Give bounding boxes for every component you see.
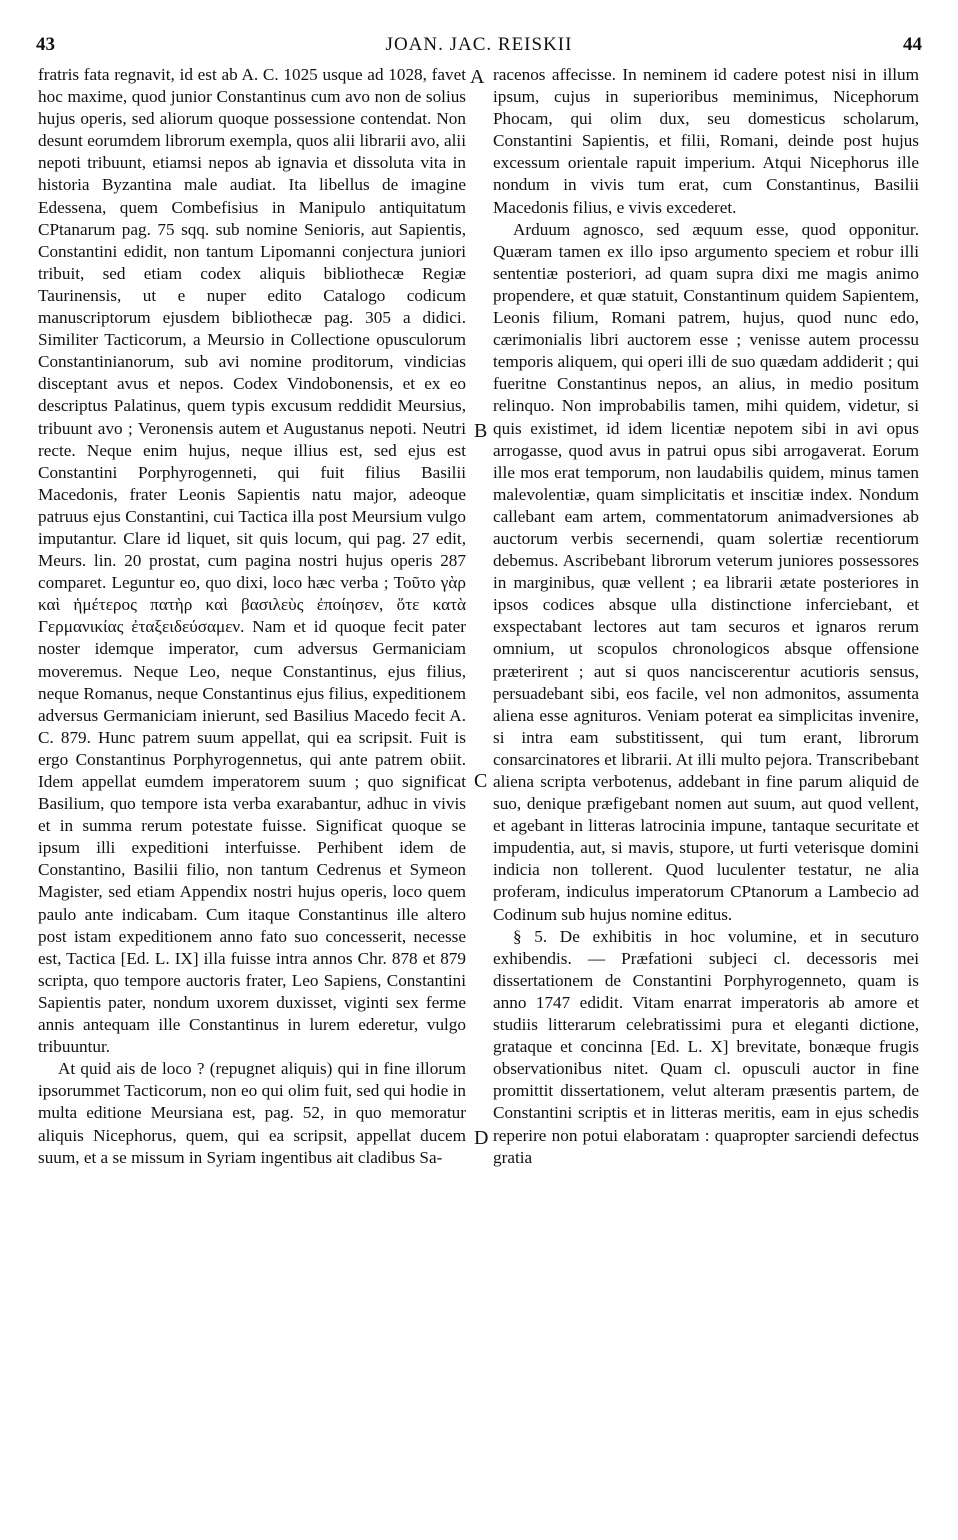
- right-column: [493, 64, 919, 1169]
- left-paragraph-2: At quid ais de loco ? (repugnet aliquis) qui in fine illorum ipsorummet Tacticorum, non eo qui olim fuit, sed qui hodie in multa editione Meursiana est, pag. 52, in quo memoratur aliquis Nicephorus, quem, qui ea scripsit, appellat ducem suum, et a se missum in Syriam ingentibus ait cladibus Sa-: [38, 1059, 466, 1167]
- margin-marker-a: A: [470, 66, 485, 88]
- page-header: [36, 34, 922, 60]
- right-paragraph-3: § 5. De exhibitis in hoc volumine, et in secuturo exhibendis. — Præfationi subjeci cl. decessoris mei dissertationem de Constantini Porphyrogenneto, quam is anno 1747 edidit. Vitam enarrat imperatoris ab amore et studiis litterarum celebratissimi pura et eleganti dictione, grataque et concinna [Ed. L. X] brevitate, bonæque frugis observationibus nitet. Quam cl. opusculi auctor in fine promittit dissertationem, velut alteram præsentis partem, de Constantini scriptis et in litteras meritis, eam in ejus schedis reperire non potui elaboratam : quapropter sarciendi defectus gratia: [493, 926, 919, 1167]
- left-column: [38, 64, 466, 1169]
- left-paragraph-1: fratris fata regnavit, id est ab A. C. 1025 usque ad 1028, favet hoc maxime, quod junior Constantinus cum avo non de solius hujus operis, sed aliorum quoque possessione contendat. Non desunt eorumdem librorum exempla, quos alii librarii avo, alii nepoti tribuunt, etiamsi nepos ab ignavia et dissoluta vita in historia Byzantina male audiat. Ita libellus de imagine Edessena, quem Combefisius in Manipulo antiquitatum CPtanarum pag. 75 sqq. sub nomine Senioris, aut Sapientis, Constantini edidit, non tantum Lipomanni conjectura juniori tribuit, sed etiam codex aliquis bibliothecæ Regiæ Taurinensis, ut e nuper edito Catalogo codicum manuscriptorum ejusdem bibliothecæ pag. 305 a didici. Similiter Tacticorum, a Meursio in Collectione opusculorum Constantinianorum, sub avi nomine proditorum, vindicias disceptant avus et nepos. Codex Vindobonensis, et ex eo descriptus Palatinus, quem typis excusum reddidit Meursius, tribuunt avo ; Veronensis autem et Augustanus nepoti. Neutri recte. Neque enim hujus, neque illius est, sed ejus est Constantini Porphyrogenneti, qui fuit filius Basilii Macedonis, frater Leonis Sapientis natu major, adeoque patruus ejus Constantini, cui Tactica illa post Meursium vulgo imputantur. Clare id liquet, sit quis locum, qui pag. 27 edit, Meurs. lin. 20 prostat, cum pagina nostri hujus operis 287 comparet. Leguntur eo, quo dixi, loco hæc verba ; Τοῦτο γὰρ καὶ ἡμέτερος πατὴρ καὶ βασιλεὺς ἐποίησεν, ὅτε κατὰ Γερμανικίας ἐταξειδεύσαμεν. Nam et id quoque fecit pater noster idemque imperator, cum adversus Germaniciam moveremus. Neque Leo, neque Constantinus, ejus filius, neque Romanus, neque Constantinus ejus filius, expeditionem adversus Germaniciam inierunt, sed Basilius Macedo fecit A. C. 879. Hunc patrem suum appellat, qui ea scripsit. Fuit is ergo Constantinus Porphyrogennetus, qui ante patrem obiit. Idem appellat eumdem imperatorem suum ; quo significat Basilium, quo tempore ista verba exarabantur, adhuc in vivis et in summa rerum potestate fuisse. Significat quoque se ipsum illi expeditioni interfuisse. Perhibent idem de Constantino, Basilii filio, non tantum Cedrenus et Symeon Magister, sed etiam Appendix nostri hujus operis, loco quem paulo ante indicabam. Cum itaque Constantinus ille altero post istam expeditionem anno fato suo concesserit, necesse est, Tactica [Ed. L. IX] illa fuisse intra annos Chr. 878 et 879 scripta, quo tempore auctoris frater, Leo Sapiens, Constantini Sapientis pater, nondum uxorem duxisset, viginti sex ferme annis antequam ille Constantinus in lurem ederetur, vulgo tribuuntur.: [38, 65, 466, 1057]
- running-head: JOAN. JAC. REISKII: [385, 34, 573, 55]
- right-paragraph-2: Arduum agnosco, sed æquum esse, quod opponitur. Quæram tamen ex illo ipso argumento speciem et robur illi sententiæ posteriori, ad quam supra dixi me magis animo propendere, et quæ statuit, Constantinum quidem Sapientem, Leonis filium, Romani patrem, hujus, quod nunc edo, cærimonialis libri auctorem esse ; venisse autem processu temporis aliquem, qui operi illi de suo quædam addiderit ; qui fueritne Constantinus nepos, an alius, in medio positum relinquo. Non improbabilis tamen, mihi quidem, videtur, si quis existimet, id idem licentiæ nepotem sibi in avi opus arrogasse, quod avus in patrui opus sibi arrogaverat. Eorum ille mos erat temporum, non laudabilis quidem, minus tamen malevolentiæ, quam simplicitatis et inscitiæ index. Nondum callebant eam artem, commentatorum animadversiones ab auctorum verbis secernendi, quam solertiæ recentiorum debemus. Ascribebant librorum veterum juniores possessores in marginibus, quæ vellent ; ea librarii ætate posteriores in ipsos codices absque ulla distinctione inferciebant, et exspectabant lectores aut tam securos et ignaros rerum omnium, ut scopulos chronologicos absque offensione præterirent ; aut si quos nanciscerentur acutioris sensus, persuadebant sibi, eos facile, vel non admonitos, assumenta aliena esse agnituros. Veniam poterat ea simplicitas invenire, si intra eam substitissent, qui tum erant, librorum consarcinatores et librarii. At illi multo pejora. Transcribebant aliena scripta verbotenus, addebant in fine parum aliquid de suo, denique præfigebant nomen aut suum, aut quod vellent, et agebant in litteras latrocinia impune, tantaque securitate et impudentia, aut, si mavis, stupore, ut furti veterisque domini indicia non tollerent. Quod luculenter testatur, ne alia proferam, indiculus imperatorum CPtanorum a Lambecio ad Codinum sub hujus nomine editus.: [493, 219, 919, 924]
- margin-marker-d: D: [474, 1127, 489, 1149]
- page-number-right: 44: [903, 34, 922, 55]
- right-paragraph-1: racenos affecisse. In neminem id cadere potest nisi in illum ipsum, cujus in superioribus meminimus, Nicephorum Phocam, qui olim dux, seu domesticus scholarum, Constantini Sapientis, et filii, Romani, deinde post hujus excessum orientale rapuit imperium. Atqui Nicephorus ille nondum in vivis tum erat, cum Constantinus, Basilii Macedonis filius, e vivis excederet.: [493, 65, 919, 217]
- margin-marker-c: C: [474, 770, 488, 792]
- page-number-left: 43: [36, 34, 55, 55]
- margin-marker-b: B: [474, 420, 488, 442]
